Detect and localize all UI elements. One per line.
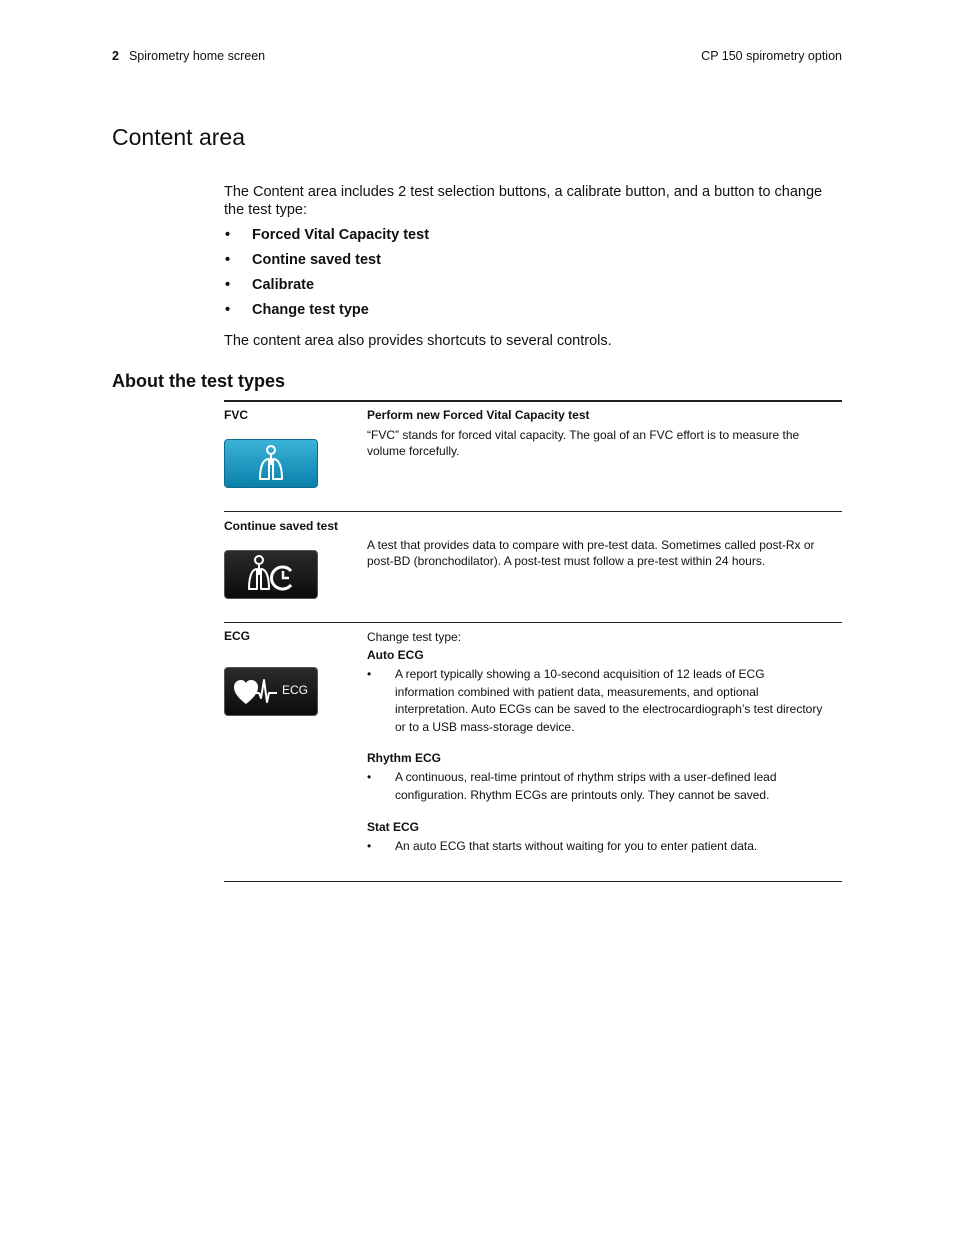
heart-ecg-icon <box>233 678 277 708</box>
auto-ecg-description: A report typically showing a 10-second acquisition of 12 leads of ECG information combined with patient data, measurements, and optional interpretation. Auto ECGs can be saved to the electrocardiograph’s test directory or to a USB mass-storage device. <box>395 667 823 734</box>
rhythm-ecg-title: Rhythm ECG <box>367 751 442 765</box>
lungs-person-clock-icon <box>247 555 297 595</box>
stat-ecg-title: Stat ECG <box>367 820 420 834</box>
continue-saved-test-button <box>224 550 318 599</box>
list-item <box>367 838 827 856</box>
row-divider <box>224 622 842 623</box>
bullet-mark: • <box>225 302 231 318</box>
continue-description: A test that provides data to compare with pre-test data. Sometimes called post-Rx or post-BD (bronchodilator). A post-test must follow a pre-test within 24 hours. <box>367 538 815 568</box>
bullet-mark: • <box>367 839 372 853</box>
bullet-mark: • <box>367 667 372 681</box>
fvc-label: FVC <box>224 408 248 422</box>
lungs-person-icon <box>256 445 286 483</box>
ecg-intro: Change test type: <box>367 630 462 644</box>
rhythm-ecg-description: A continuous, real-time printout of rhythm strips with a user-defined lead configuration. Rhythm ECGs are printouts only. They cannot be saved. <box>395 770 777 802</box>
content-area-bullet-list <box>224 226 429 326</box>
ecg-button <box>224 667 318 716</box>
ecg-label: ECG <box>224 629 251 643</box>
row-divider <box>224 511 842 512</box>
list-item: • Forced Vital Capacity test <box>225 227 430 243</box>
list-item: • Change test type <box>225 302 369 318</box>
table-top-rule <box>224 400 842 402</box>
document-title: CP 150 spirometry option <box>701 49 842 63</box>
bullet-mark: • <box>225 277 231 293</box>
table-bottom-rule <box>224 881 842 882</box>
running-header-left <box>112 49 265 63</box>
fvc-description: “FVC” stands for forced vital capacity. The goal of an FVC effort is to measure the volume forcefully. <box>367 428 800 458</box>
content-area-outro: The content area also provides shortcuts to several controls. <box>224 333 612 349</box>
test-types-heading: About the test types <box>112 371 286 391</box>
fvc-heading: Perform new Forced Vital Capacity test <box>367 408 590 422</box>
list-item: • Contine saved test <box>225 252 381 268</box>
ecg-button-label: ECG <box>282 683 309 697</box>
list-item <box>367 769 827 804</box>
bullet-mark: • <box>225 252 231 268</box>
bullet-mark: • <box>225 227 231 243</box>
list-item <box>367 666 827 736</box>
page-number: 2 <box>112 49 119 63</box>
section-name: Spirometry home screen <box>128 49 266 63</box>
continue-label: Continue saved test <box>224 519 339 533</box>
bullet-mark: • <box>367 770 372 784</box>
content-area-intro: The Content area includes 2 test selection buttons, a calibrate button, and a button to change the test type: <box>224 184 823 218</box>
stat-ecg-description: An auto ECG that starts without waiting for you to enter patient data. <box>395 839 758 853</box>
auto-ecg-title: Auto ECG <box>367 648 424 662</box>
content-area-heading: Content area <box>112 124 245 150</box>
list-item: • Calibrate <box>225 277 315 293</box>
fvc-button <box>224 439 318 488</box>
